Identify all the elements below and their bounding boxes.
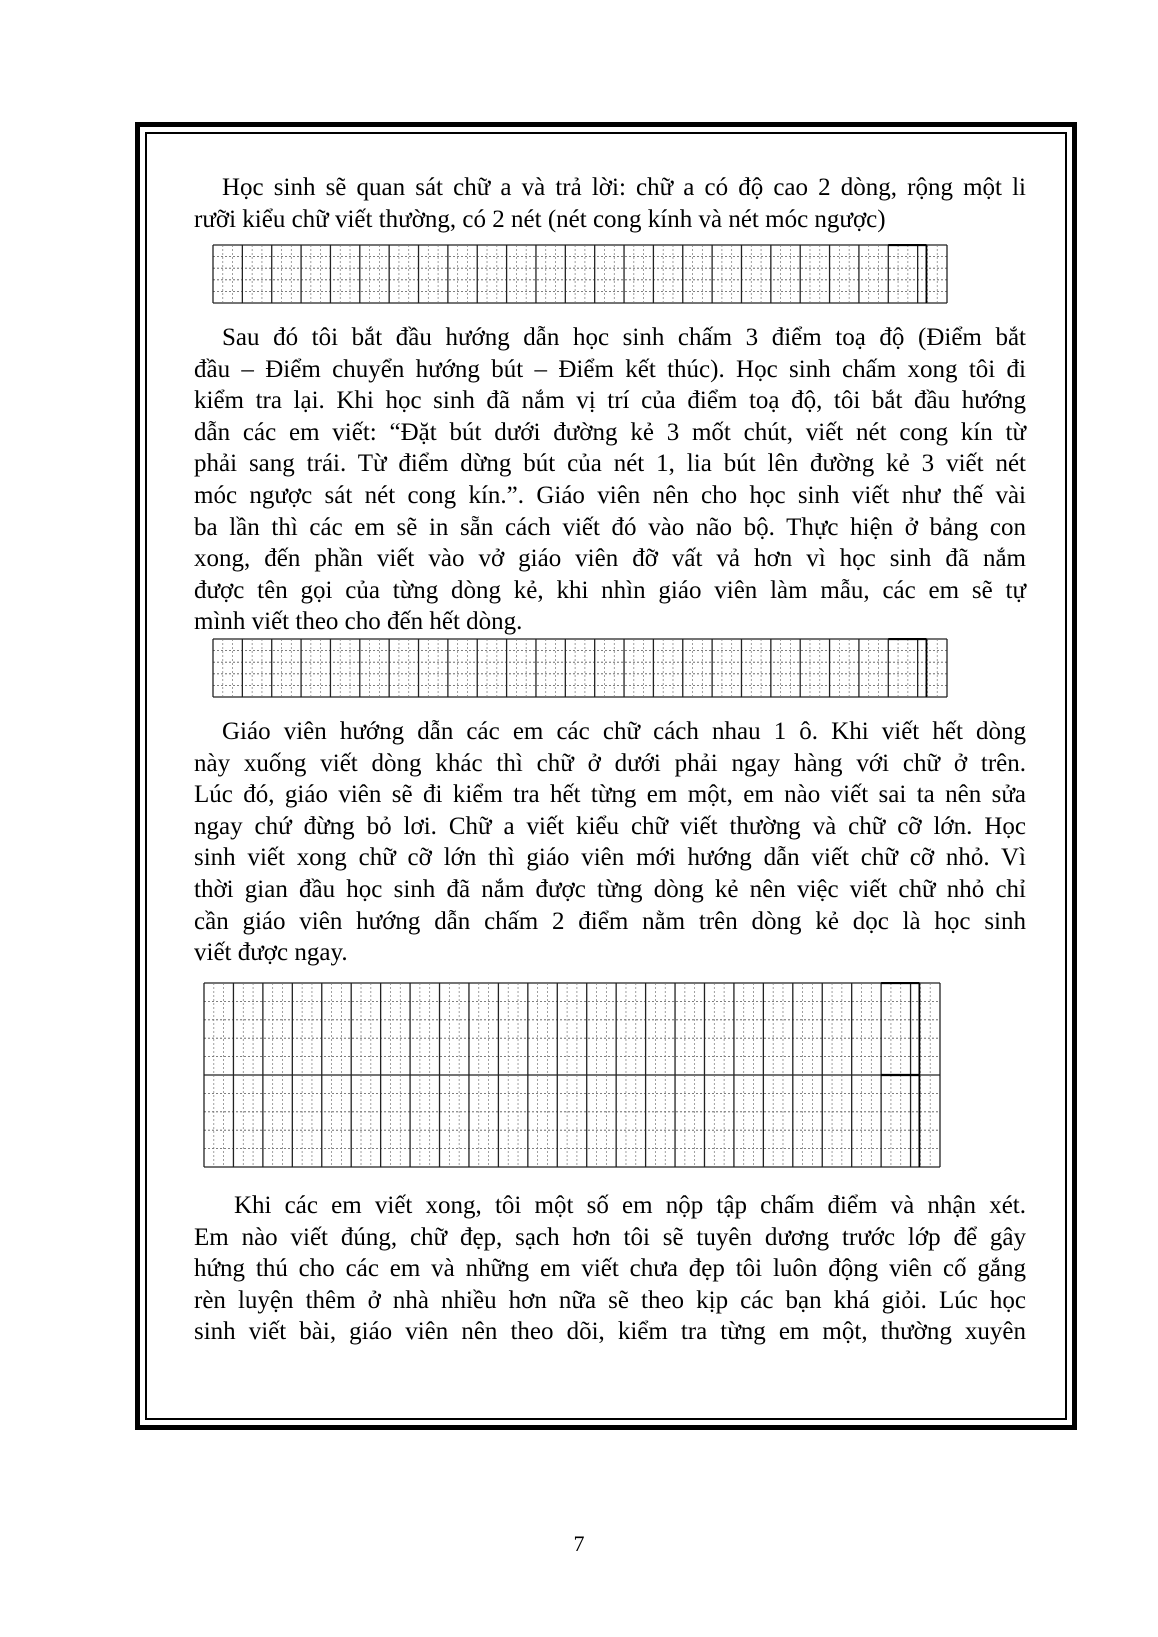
- handwriting-grid-3: [203, 982, 941, 1168]
- text-line: dẫn các em viết: “Đặt bút dưới đường kẻ 3 mốt chút, viết nét cong kín từ: [194, 418, 1026, 446]
- text-line: ba lần thì các em sẽ in sẵn cách viết đó vào não bộ. Thực hiện ở bảng con: [194, 513, 1026, 541]
- paragraph-2: [194, 322, 1026, 638]
- handwriting-grid-2: [212, 638, 948, 698]
- text-line: kiểm tra lại. Khi học sinh đã nắm vị trí của điểm toạ độ, tôi bắt đầu hướng: [194, 387, 1026, 415]
- text-line: cần giáo viên hướng dẫn chấm 2 điểm nằm trên dòng kẻ dọc là học sinh: [194, 907, 1026, 935]
- text-line: được tên gọi của từng dòng kẻ, khi nhìn giáo viên làm mẫu, các em sẽ tự: [194, 576, 1026, 604]
- text-line: hứng thú cho các em và những em viết chưa đẹp tôi luôn động viên cố gắng: [194, 1255, 1026, 1283]
- text-line: ngay chứ đừng bỏ lơi. Chữ a viết kiểu chữ viết thường và chữ cỡ lớn. Học: [194, 812, 1026, 840]
- text-line: rưỡi kiểu chữ viết thường, có 2 nét (nét cong kính và nét móc ngược): [194, 205, 886, 233]
- text-line: Em nào viết đúng, chữ đẹp, sạch hơn tôi sẽ tuyên dương trước lớp để gây: [194, 1223, 1026, 1251]
- text-line: Sau đó tôi bắt đầu hướng dẫn học sinh chấm 3 điểm toạ độ (Điểm bắt: [222, 324, 1026, 351]
- text-line: Khi các em viết xong, tôi một số em nộp tập chấm điểm và nhận xét.: [234, 1192, 1026, 1219]
- text-line: rèn luyện thêm ở nhà nhiều hơn nữa sẽ theo kịp các bạn khá giỏi. Lúc học: [194, 1286, 1026, 1314]
- text-line: mình viết theo cho đến hết dòng.: [194, 608, 523, 636]
- text-line: Lúc đó, giáo viên sẽ đi kiểm tra hết từng em một, em nào viết sai ta nên sửa: [194, 781, 1026, 809]
- paragraph-3: [194, 716, 1026, 969]
- text-line: xong, đến phần viết vào vở giáo viên đỡ vất vả hơn vì học sinh đã nắm: [194, 545, 1026, 573]
- handwriting-grid-1: [212, 244, 948, 304]
- text-line: thời gian đầu học sinh đã nắm được từng dòng kẻ nên việc viết chữ nhỏ chỉ: [194, 875, 1026, 903]
- text-line: này xuống viết dòng khác thì chữ ở dưới phải ngay hàng với chữ ở trên.: [194, 749, 1026, 777]
- text-line: Giáo viên hướng dẫn các em các chữ cách nhau 1 ô. Khi viết hết dòng: [222, 718, 1026, 745]
- paragraph-1: [194, 172, 1026, 235]
- text-line: Học sinh sẽ quan sát chữ a và trả lời: chữ a có độ cao 2 dòng, rộng một li: [222, 174, 1026, 201]
- paragraph-4: [194, 1190, 1026, 1348]
- text-line: phải sang trái. Từ điểm dừng bút của nét 1, lia bút lên đường kẻ 3 viết nét: [194, 450, 1026, 478]
- text-line: đầu – Điểm chuyển hướng bút – Điểm kết thúc). Học sinh chấm xong tôi đi: [194, 355, 1026, 383]
- text-line: móc ngược sát nét cong kín.”. Giáo viên nên cho học sinh viết như thế vài: [194, 481, 1026, 509]
- page-number: 7: [573, 1531, 585, 1556]
- text-line: sinh viết bài, giáo viên nên theo dõi, kiểm tra từng em một, thường xuyên: [194, 1318, 1026, 1346]
- text-line: viết được ngay.: [194, 939, 348, 967]
- text-line: sinh viết xong chữ cỡ lớn thì giáo viên mới hướng dẫn viết chữ cỡ nhỏ. Vì: [194, 844, 1026, 872]
